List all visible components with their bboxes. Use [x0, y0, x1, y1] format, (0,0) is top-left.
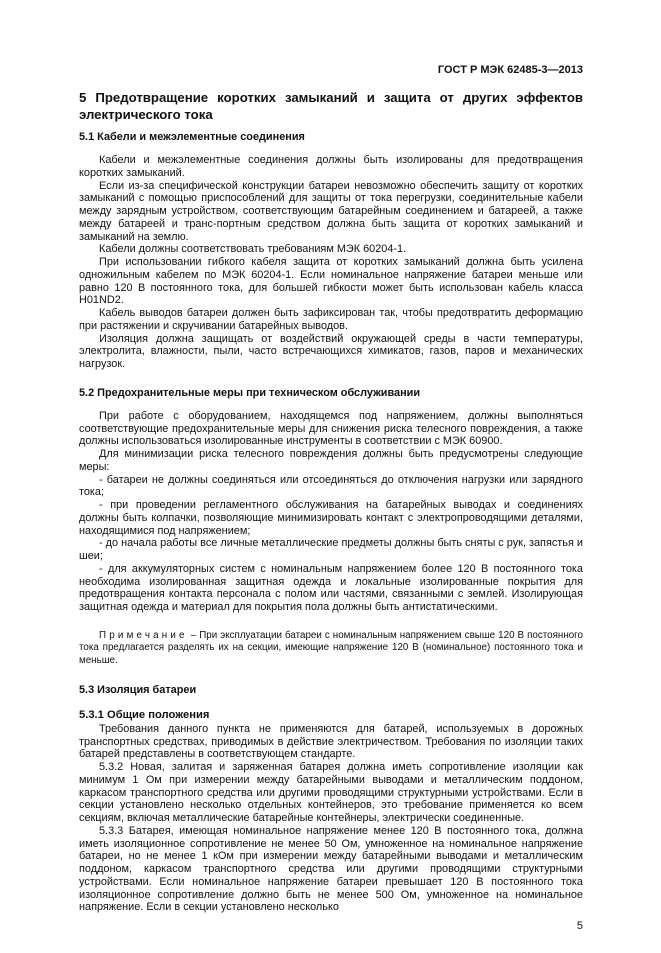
paragraph: Кабель выводов батареи должен быть зафиксирован так, чтобы предотвратить деформацию при растяжении и скручивании батарейных выводов.	[79, 307, 583, 332]
note-text: – При эксплуатации батареи с номинальным напряжением свыше 120 В постоянного тока предлагается разделять их на секции, имеющие напряжение 120 В (номинальное) постоянного тока и меньше.	[79, 629, 583, 667]
section-5-2-body	[79, 410, 583, 614]
paragraph: Требования данного пункта не применяются для батарей, используемых в дорожных транспортных средствах, приводимых в действие электричеством. Требования по изоляции таких батарей представлены в соответствующем стандарте.	[79, 722, 583, 761]
section-5-3-1-title: 5.3.1 Общие положения	[79, 708, 210, 721]
note-label: Примечание	[99, 629, 188, 641]
paragraph: При использовании гибкого кабеля защита от коротких замыканий должна быть усилена одножильным кабелем по МЭК 60204-1. Если номинальное напряжение батареи меньше или равно 120 В постоянного тока, для большей гибкости может быть использован кабель класса H01ND2.	[79, 256, 583, 307]
list-item: - при проведении регламентного обслуживания на батарейных выводах и соединениях должны быть колпачки, позволяющие минимизировать контакт с электропроводящими деталями, находящимися под напряжением;	[79, 499, 583, 537]
list-item: - до начала работы все личные металлические предметы должны быть сняты с рук, запястья и шеи;	[79, 537, 583, 562]
section-5-3-title: 5.3 Изоляция батареи	[79, 683, 197, 696]
list-item: - батареи не должны соединяться или отсоединяться до отключения нагрузки или зарядного тока;	[79, 473, 583, 499]
paragraph: Если из-за специфической конструкции батареи невозможно обеспечить защиту от коротких замыканий с помощью приспособлений для защиты от тока перегрузки, соединительные кабели между зарядным устройством, соответствующим батарейным соединением и батареей, а также между батареей и транс-портным средством должна быть защита от коротких замыканий и замыканий на землю.	[79, 179, 583, 243]
document-header: ГОСТ Р МЭК 62485-3—2013	[437, 64, 583, 76]
list-item: - для аккумуляторных систем с номинальным напряжением более 120 В постоянного тока необходима изолированная защитная одежда и локальные изолированные покрытия для предотвращения контакта персонала с полом или частями, связанными с землей. Изолирующая защитная одежда и материал для покрытия пола должны быть антистатическими.	[79, 562, 583, 613]
document-page	[79, 0, 583, 953]
section-5-1-title: 5.1 Кабели и межэлементные соединения	[79, 131, 305, 143]
section-5-3-body	[79, 723, 583, 914]
paragraph: Кабели и межэлементные соединения должны быть изолированы для предотвращения коротких замыканий.	[79, 154, 583, 179]
paragraph: 5.3.3 Батарея, имеющая номинальное напряжение менее 120 В постоянного тока, должна иметь изоляционное сопротивление не менее 50 Ом, умноженное на номинальное напряжение батареи, но не менее 1 кОм при измерении между батарейными выводами и металлическим поддоном, каркасом транспортного средства или другими проводящими структурными устройствами. Если номинальное напряжение батареи превышает 120 В постоянного тока изоляционное сопротивление должно быть не менее 500 Ом, умноженное на номинальное напряжение. Если в секции установлено несколько	[79, 824, 583, 914]
section-5-title: 5 Предотвращение коротких замыканий и защита от других эффектов электрического тока	[79, 90, 583, 122]
section-5-2-title: 5.2 Предохранительные меры при техническом обслуживании	[79, 386, 421, 399]
paragraph: Кабели должны соответствовать требованиям МЭК 60204-1.	[99, 243, 407, 256]
section-5-1-body	[79, 154, 583, 371]
note	[79, 630, 583, 668]
paragraph: 5.3.2 Новая, залитая и заряженная батарея должна иметь сопротивление изоляции как минимум 1 Ом при измерении между батарейными выводами и металлическим поддоном, каркасом транспортного средства или другими проводящими структурными устройствами. Если в секции установлено несколько отдельных контейнеров, это требование применяется ко всем секциям, включая металлические батарейные контейнеры, электрически соединенные.	[79, 761, 583, 825]
page-number: 5	[576, 920, 583, 933]
paragraph: При работе с оборудованием, находящемся под напряжением, должны выполняться соответствующие предохранительные меры для снижения риска телесного повреждения, а также должны использоваться изолированные инструменты в соответствии с МЭК 60900.	[79, 409, 583, 448]
paragraph: Для минимизации риска телесного повреждения должны быть предусмотрены следующие меры:	[79, 448, 583, 473]
paragraph: Изоляция должна защищать от воздействий окружающей среды в части температуры, электролита, влажности, пыли, часто встречающихся химикатов, газов, паров и механических нагрузок.	[79, 332, 583, 370]
